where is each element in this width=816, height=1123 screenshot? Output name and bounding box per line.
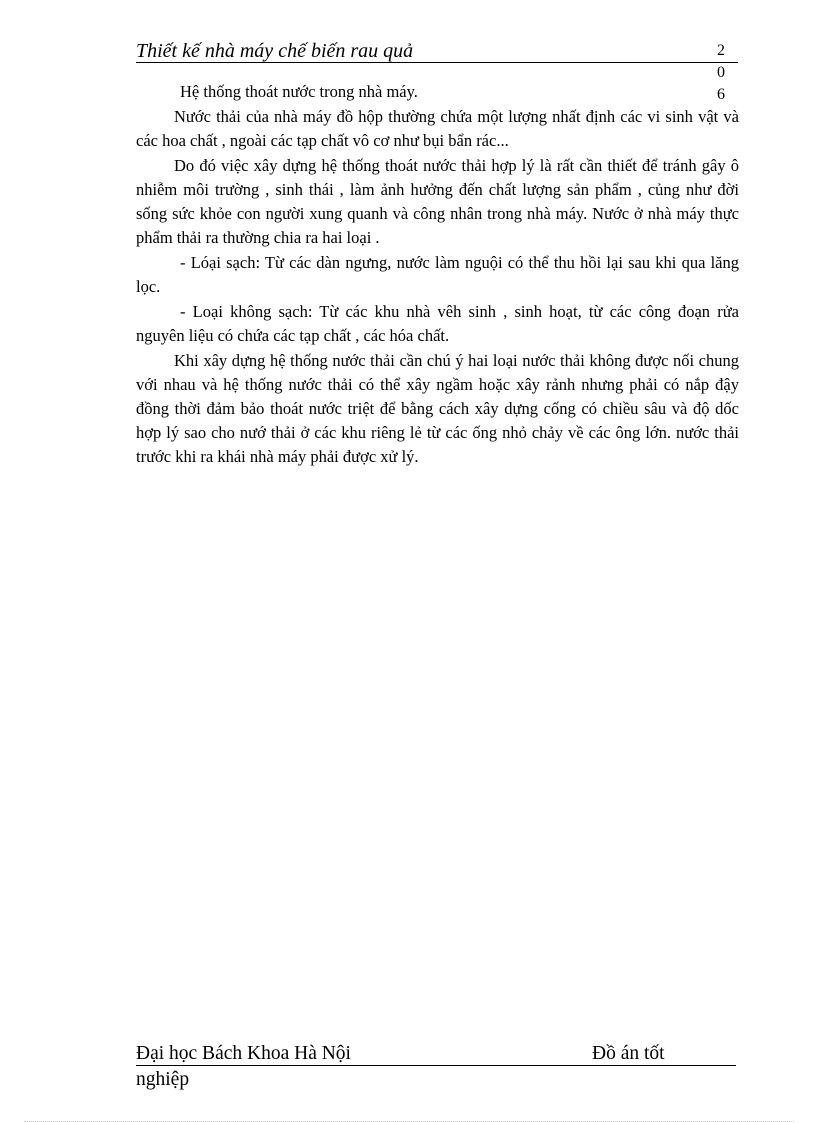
paragraph: Do đó việc xây dựng hệ thống thoát nước thải hợp lý là rất cần thiết để tránh gây ô nhiễm môi trường , sinh thái , làm ảnh hưởng đến chất lượng sản phẩm , củng như đời sống sức khỏe con người xung quanh và công nhân trong nhà máy. Nước ở nhà máy thực phẩm thải ra thường chia ra hai loại .	[136, 156, 739, 247]
body-text	[136, 80, 739, 470]
page-number-digit: 2	[717, 42, 725, 59]
header-title: Thiết kế nhà máy chế biến rau quả	[136, 40, 414, 62]
paragraph: Nước thải của nhà máy đồ hộp thường chứa một lượng nhất định các vi sinh vật và các hoa chất , ngoài các tạp chất vô cơ như bụi bẩn rác...	[136, 107, 739, 150]
footer-project-continuation: nghiệp	[136, 1069, 190, 1090]
page-edge-divider	[24, 1121, 794, 1122]
footer-rule	[136, 1065, 736, 1066]
header-rule	[136, 62, 738, 63]
footer-university: Đại học Bách Khoa Hà Nội	[136, 1043, 351, 1064]
page-number-digit: 0	[717, 64, 725, 81]
paragraph: Khi xây dựng hệ thống nước thải cần chú ý hai loại nước thải không được nối chung với nhau và hệ thống nước thải có thể xây ngầm hoặc xây rảnh nhưng phải có nắp đậy đồng thời đảm bảo thoát nước triệt để bằng cách xây dựng cống có chiều sâu và độ dốc hợp lý sao cho nướ thải ở các khu riêng lẻ từ các ống nhỏ chảy về các ông lớn. nước thải trước khi ra khái nhà máy phải được xử lý.	[136, 351, 739, 466]
list-item: - Loại không sạch: Từ các khu nhà vêh sinh , sinh hoạt, từ các công đoạn rửa nguyên liệu có chứa các tạp chất , các hóa chất.	[136, 302, 739, 345]
page-number-digit: 6	[717, 86, 725, 103]
footer-project: Đồ án tốt	[592, 1043, 665, 1064]
list-item: - Lóại sạch: Từ các dàn ngưng, nước làm nguội có thể thu hồi lại sau khi qua lăng lọc.	[136, 253, 739, 296]
section-heading: Hệ thống thoát nước trong nhà máy.	[180, 82, 418, 101]
